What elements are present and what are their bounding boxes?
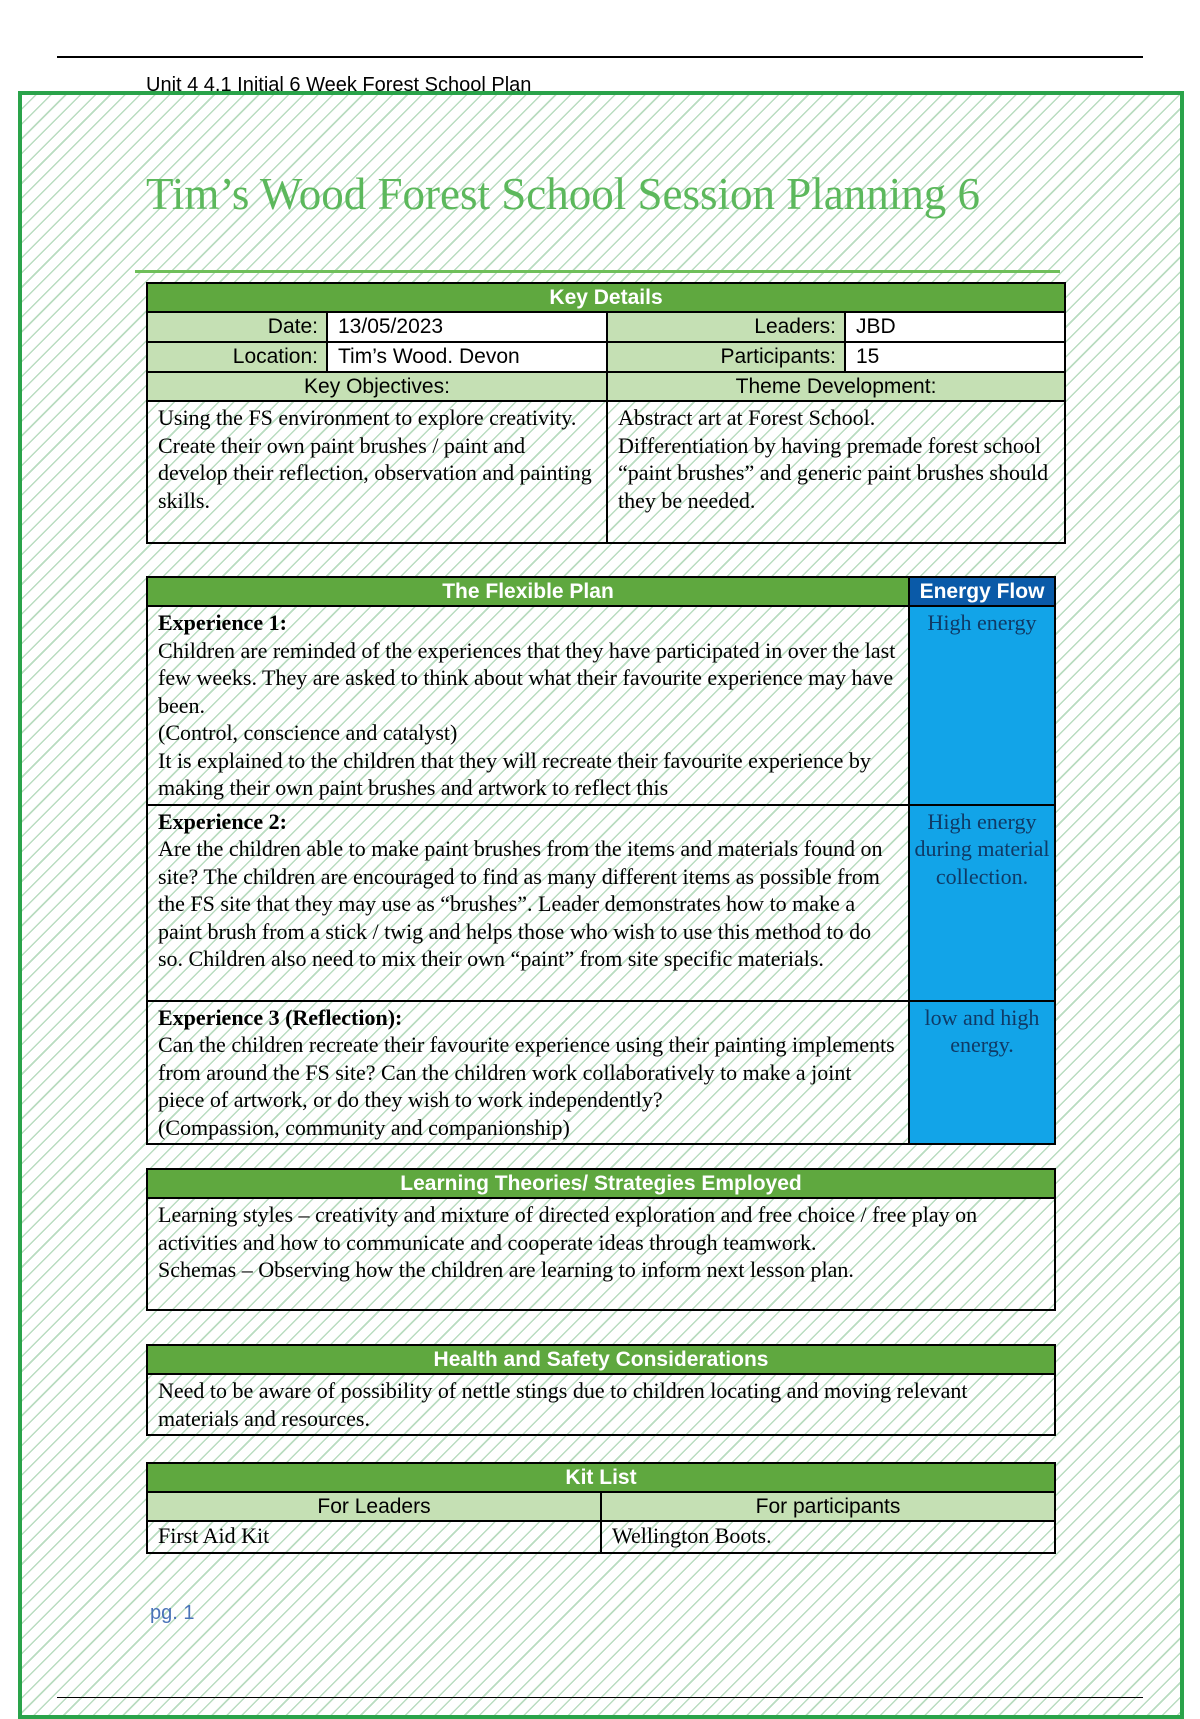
theme-label: Theme Development: bbox=[607, 372, 1065, 401]
learning-theories-heading: Learning Theories/ Strategies Employed bbox=[147, 1169, 1055, 1198]
date-label: Date: bbox=[147, 312, 327, 342]
objectives-label: Key Objectives: bbox=[147, 372, 607, 401]
learning-theories-table bbox=[146, 1168, 1056, 1311]
learning-theories-text: Learning styles – creativity and mixture of directed exploration and free choice / free play on activities and how to communicate and cooperate ideas through teamwork. Schemas – Observing how the children are learning to inform next lesson plan. bbox=[158, 1202, 978, 1282]
experience-2-text: Are the children able to make paint brushes from the items and materials found on site? The children are encouraged to find as many different items as possible from the FS site that they may use as “brushes”. Leader demonstrates how to make a paint brush from a stick / twig and helps those who wish to use this method to do so. Children also need to mix their own “paint” from site specific materials. bbox=[158, 836, 883, 971]
bottom-rule bbox=[57, 1697, 1143, 1698]
date-value: 13/05/2023 bbox=[327, 312, 607, 342]
experience-1-text: Children are reminded of the experiences that they have participated in over the last few weeks. They are asked to think about what their favourite experience may have been. (Control, conscience and catalyst) It is explained to the children that they will recreate their favourite experience by making their own paint brushes and artwork to reflect this bbox=[158, 637, 896, 800]
energy-1: High energy bbox=[909, 606, 1055, 805]
experience-3-title: Experience 3 (Reflection): bbox=[158, 1004, 403, 1030]
for-participants-label: For participants bbox=[601, 1492, 1055, 1521]
key-details-table bbox=[146, 282, 1066, 544]
participants-value: 15 bbox=[845, 342, 1065, 372]
learning-theories-cell bbox=[147, 1198, 1055, 1310]
running-header: Unit 4 4.1 Initial 6 Week Forest School Plan bbox=[146, 74, 532, 96]
energy-2: High energy during material collection. bbox=[909, 805, 1055, 1001]
key-details-heading: Key Details bbox=[147, 283, 1065, 312]
kit-list-heading: Kit List bbox=[147, 1463, 1055, 1492]
title-rule bbox=[135, 270, 1060, 273]
leaders-label: Leaders: bbox=[607, 312, 845, 342]
page-number: pg. 1 bbox=[150, 1602, 195, 1624]
experience-1-title: Experience 1: bbox=[158, 610, 287, 635]
experience-1 bbox=[147, 606, 909, 805]
participants-kit: Wellington Boots. bbox=[601, 1521, 1055, 1553]
participants-label: Participants: bbox=[607, 342, 845, 372]
page-title: Tim’s Wood Forest School Session Planning 6 bbox=[146, 169, 981, 219]
objectives-cell bbox=[147, 401, 607, 543]
objectives-text: Using the FS environment to explore creativity. Create their own paint brushes / paint and develop their reflection, observation and painting skills. bbox=[158, 405, 592, 513]
flexible-plan-table bbox=[146, 576, 1056, 1145]
leaders-kit: First Aid Kit bbox=[147, 1521, 601, 1553]
health-safety-cell bbox=[147, 1374, 1055, 1435]
top-rule bbox=[57, 56, 1143, 58]
theme-text: Abstract art at Forest School. Differentiation by having premade forest school “paint brushes” and generic paint brushes should they be needed. bbox=[618, 405, 1049, 513]
health-safety-heading: Health and Safety Considerations bbox=[147, 1345, 1055, 1374]
location-value: Tim’s Wood. Devon bbox=[327, 342, 607, 372]
leaders-value: JBD bbox=[845, 312, 1065, 342]
for-leaders-label: For Leaders bbox=[147, 1492, 601, 1521]
theme-cell bbox=[607, 401, 1065, 543]
health-safety-text: Need to be aware of possibility of nettle stings due to children locating and moving relevant materials and resources. bbox=[158, 1378, 968, 1431]
location-label: Location: bbox=[147, 342, 327, 372]
experience-3-text: Can the children recreate their favourite experience using their painting implements from around the FS site? Can the children work collaboratively to make a joint piece of artwork, or do they wish to work independently? (Compassion, community and companionship) bbox=[158, 1032, 895, 1140]
flexible-plan-heading: The Flexible Plan bbox=[147, 577, 909, 606]
experience-2-title: Experience 2: bbox=[158, 808, 287, 834]
energy-3: low and high energy. bbox=[909, 1001, 1055, 1145]
experience-3 bbox=[147, 1001, 909, 1145]
kit-list-table bbox=[146, 1462, 1056, 1554]
experience-2 bbox=[147, 805, 909, 1001]
energy-flow-heading: Energy Flow bbox=[909, 577, 1055, 606]
health-safety-table bbox=[146, 1344, 1056, 1436]
